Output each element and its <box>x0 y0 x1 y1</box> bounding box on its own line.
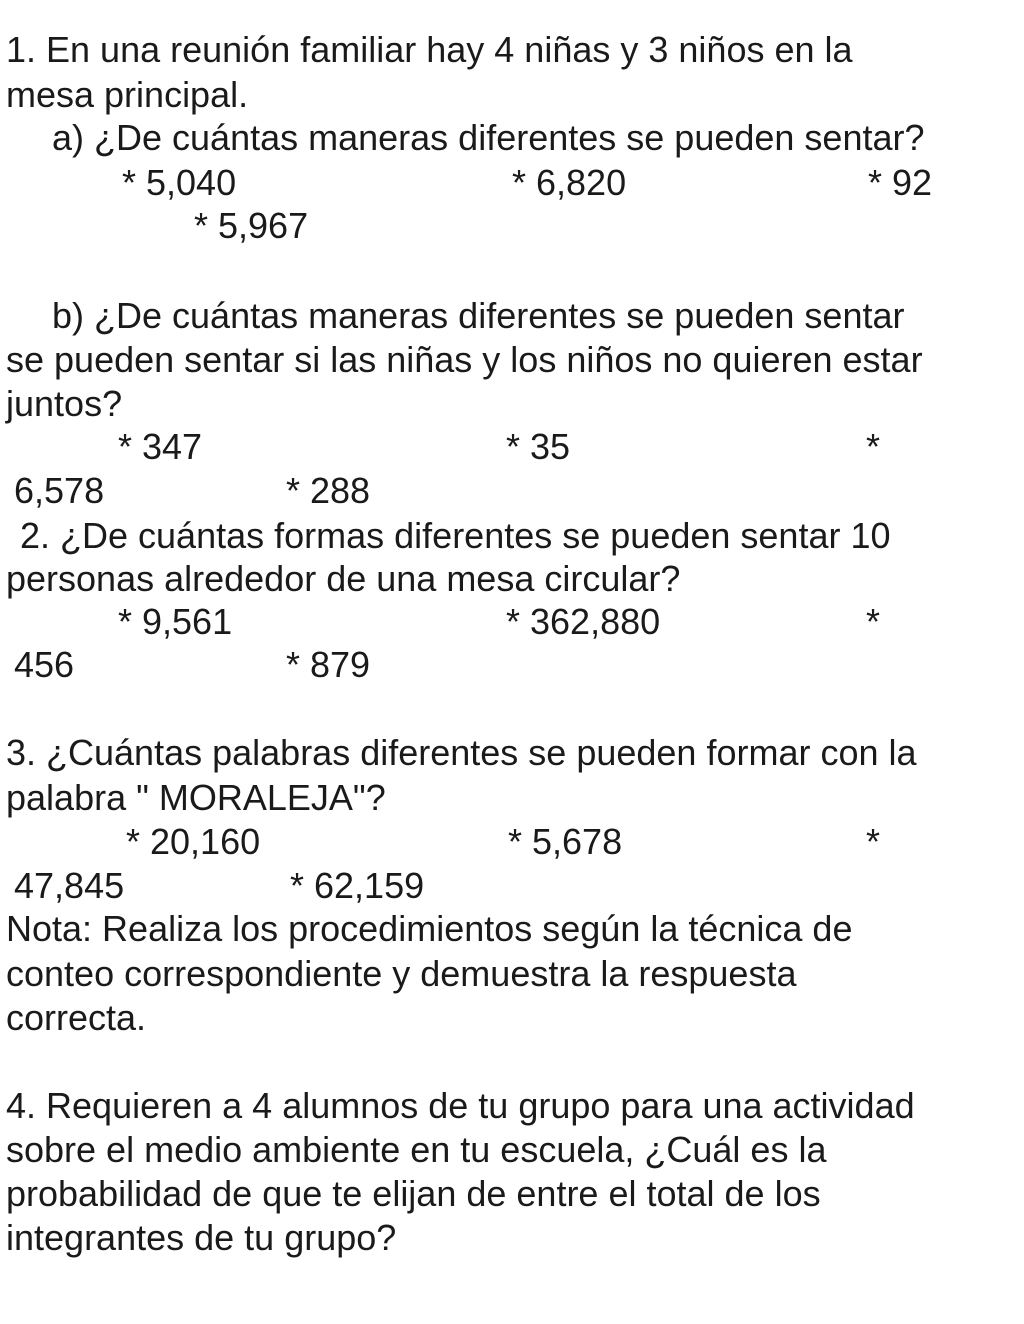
q1-line-2: mesa principal. <box>6 74 249 115</box>
note-line-1: Nota: Realiza los procedimientos según la técnica de <box>6 908 853 949</box>
q2-option-3: * <box>866 601 881 642</box>
q2-line-1: 2. ¿De cuántas formas diferentes se pueden sentar 10 <box>20 515 891 556</box>
q4-line-4: integrantes de tu grupo? <box>6 1217 397 1258</box>
q3-option-3-value: 47,845 <box>14 865 125 906</box>
q1b-option-4: * 288 <box>286 470 371 511</box>
q4-line-3: probabilidad de que te elijan de entre el total de los <box>6 1173 821 1214</box>
q1-line-1: 1. En una reunión familiar hay 4 niñas y 3 niños en la <box>6 29 853 70</box>
q1a-question: a) ¿De cuántas maneras diferentes se pueden sentar? <box>52 117 925 158</box>
q1a-option-4: * 5,967 <box>194 205 309 246</box>
q1b-line-1: b) ¿De cuántas maneras diferentes se pueden sentar <box>52 295 905 336</box>
q3-line-1: 3. ¿Cuántas palabras diferentes se pueden formar con la <box>6 732 917 773</box>
q4-line-2: sobre el medio ambiente en tu escuela, ¿Cuál es la <box>6 1129 827 1170</box>
q1b-option-3: * <box>866 426 881 467</box>
q2-option-3-value: 456 <box>14 644 75 685</box>
q2-option-4: * 879 <box>286 644 371 685</box>
q1b-option-3-value: 6,578 <box>14 470 105 511</box>
q3-option-2: * 5,678 <box>508 821 623 862</box>
q2-option-2: * 362,880 <box>506 601 661 642</box>
q1b-option-2: * 35 <box>506 426 571 467</box>
q1b-line-2: se pueden sentar si las niñas y los niños no quieren estar <box>6 339 923 380</box>
q2-line-2: personas alrededor de una mesa circular? <box>6 558 681 599</box>
q2-option-1: * 9,561 <box>118 601 233 642</box>
q1a-option-1: * 5,040 <box>122 162 237 203</box>
q3-option-1: * 20,160 <box>126 821 261 862</box>
q1b-line-3: juntos? <box>6 383 123 424</box>
q3-option-4: * 62,159 <box>290 865 425 906</box>
q3-line-2: palabra " MORALEJA"? <box>6 777 386 818</box>
note-line-3: correcta. <box>6 997 147 1038</box>
note-line-2: conteo correspondiente y demuestra la respuesta <box>6 953 797 994</box>
q1a-option-3: * 92 <box>868 162 933 203</box>
q1b-option-1: * 347 <box>118 426 203 467</box>
q1a-option-2: * 6,820 <box>512 162 627 203</box>
q3-option-3: * <box>866 821 881 862</box>
q4-line-1: 4. Requieren a 4 alumnos de tu grupo para una actividad <box>6 1085 915 1126</box>
